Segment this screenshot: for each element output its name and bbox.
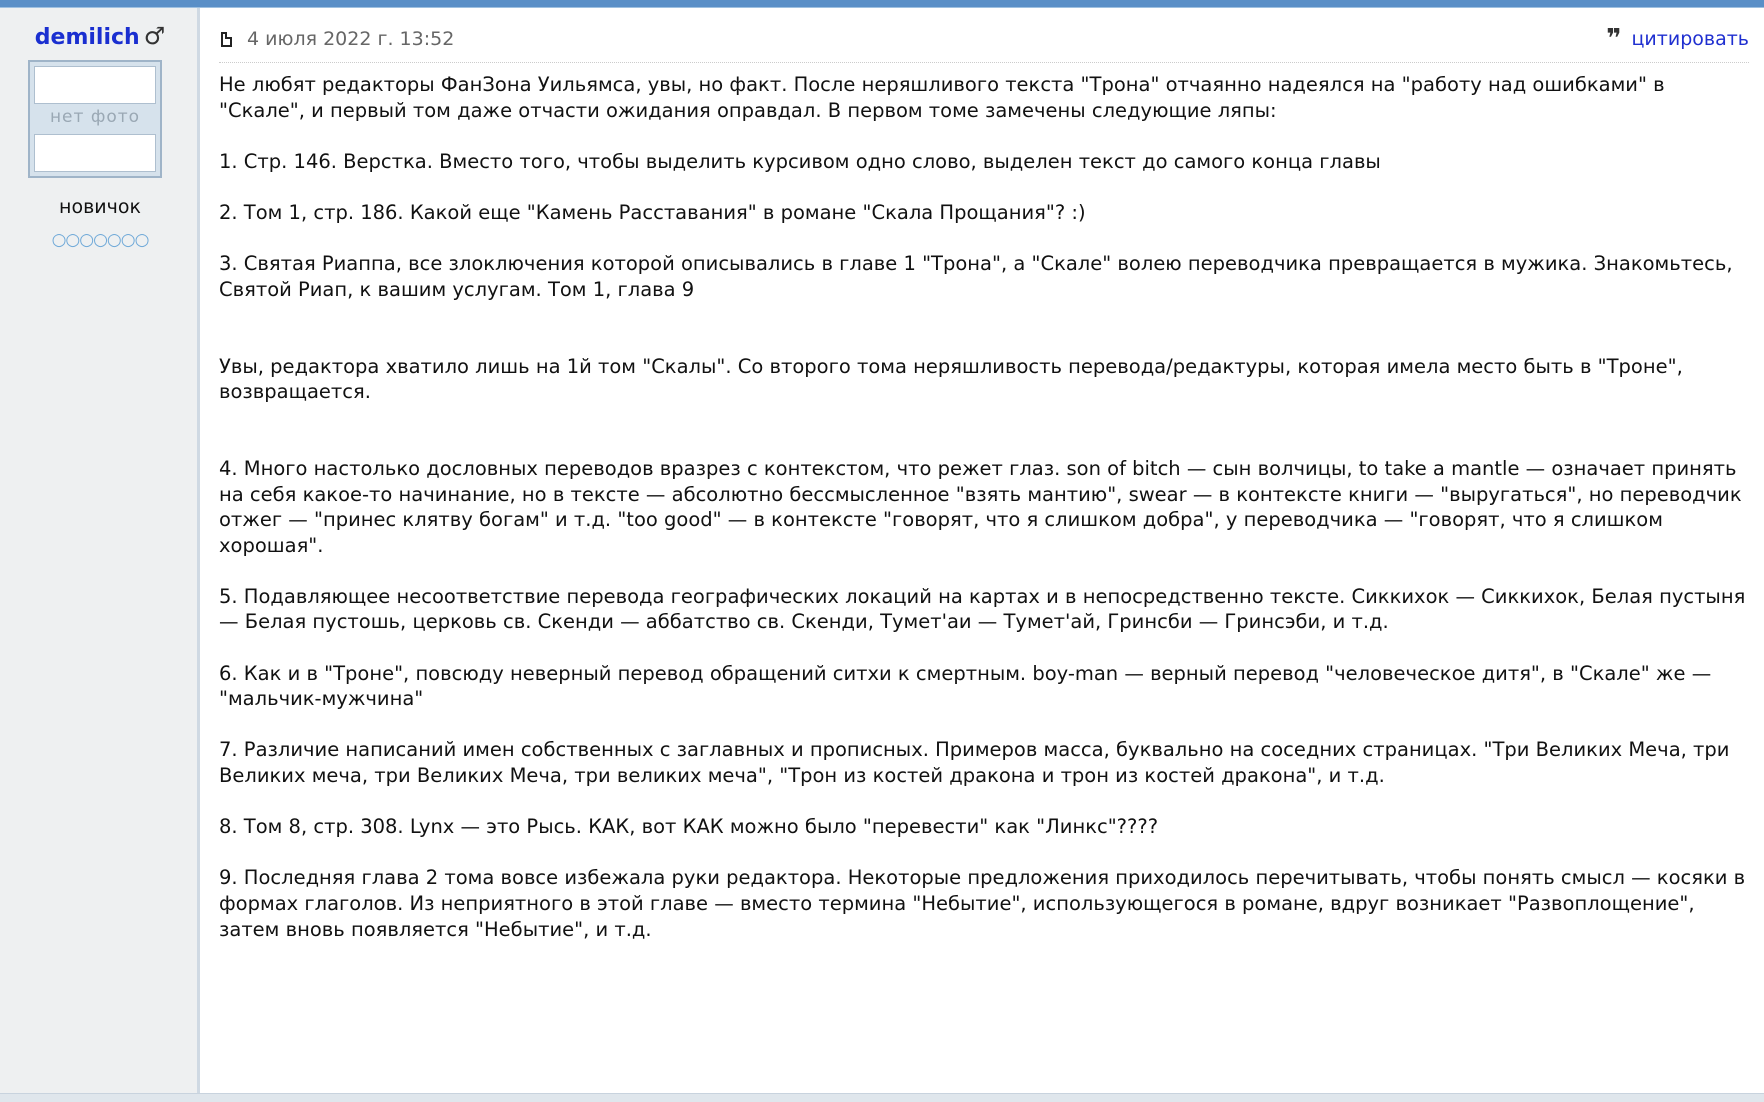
post-paragraph-1: 1. Стр. 146. Верстка. Вместо того, чтобы выделить курсивом одно слово, выделен текст до самого конца главы bbox=[219, 149, 1381, 173]
username-row bbox=[0, 22, 200, 50]
post-paragraph-8: 8. Том 8, стр. 308. Lynx — это Рысь. КАК, вот КАК можно было "перевести" как "Линкс"???? bbox=[219, 815, 1159, 839]
male-gender-icon: ♂ bbox=[143, 22, 166, 50]
rating-dots-icon: ○○○○○○○ bbox=[51, 230, 149, 250]
post-date: 4 июля 2022 г. 13:52 bbox=[247, 28, 455, 50]
post-paragraph-3: 3. Святая Риаппа, все злоключения которой описывались в главе 1 "Трона", а "Скале" волею переводчика превращается в мужика. Знакомьтесь, Святой Риап, к вашим услугам. Том 1, глава 9 bbox=[219, 252, 1733, 301]
avatar bbox=[28, 60, 162, 178]
username-link[interactable]: demilich bbox=[34, 25, 140, 50]
post-paragraph-7: 7. Различие написаний имен собственных с заглавных и прописных. Примеров масса, буквально на соседних страницах. "Три Великих Меча, три Великих меча, три Великих Меча, три великих меча", "Трон из костей дракона и трон из костей дракона", и т.д. bbox=[219, 738, 1730, 788]
user-rank: новичок bbox=[59, 196, 141, 218]
quote-button[interactable] bbox=[1606, 24, 1749, 54]
top-divider bbox=[0, 0, 1764, 8]
user-info-panel bbox=[0, 8, 200, 1093]
post-paragraph-4: 4. Много настолько дословных переводов вразрез с контекстом, что режет глаз. son of bitch — сын волчицы, to take a mantle — означает принять на себя какое-то начинание, но в тексте — абсолютно бессмысленное "взять мантию", swear — в контексте книги — "выругаться", но переводчик отжег — "принес клятву богам" и т.д. "too good" — в контексте "говорят, что я слишком добра", у переводчика — "говорят, что я слишком хорошая". bbox=[219, 456, 1742, 557]
post-paragraph-9: 9. Последняя глава 2 тома вовсе избежала руки редактора. Некоторые предложения приходилось перечитывать, чтобы понять смысл — косяки в формах глаголов. Из неприятного в этой главе — вместо термина "Небытие", использующегося в романе, вдруг возникает "Развоплощение", затем вновь появляется "Небытие", и т.д. bbox=[219, 866, 1746, 941]
post-paragraph-6: 6. Как и в "Троне", повсюду неверный перевод обращений ситхи к смертным. boy-man — верный перевод "человеческое дитя", в "Скале" же — "мальчик-мужчина" bbox=[219, 661, 1712, 711]
avatar-frame-bottom bbox=[34, 134, 156, 172]
post-paragraph-summary: Увы, редактора хватило лишь на 1й том "Скалы". Со второго тома неряшливость перевода/редактуры, которая имела место быть в "Троне", возвращается. bbox=[219, 354, 1683, 404]
post-header bbox=[219, 24, 1749, 63]
post-document-icon[interactable] bbox=[221, 32, 232, 47]
avatar-frame-top bbox=[34, 66, 156, 104]
post-paragraph-intro: Не любят редакторы ФанЗона Уильямса, увы, но факт. После неряшливого текста "Трона" отчаянно надеялся на "работу над ошибками" в "Скале", и первый том даже отчасти ожидания оправдал. В первом томе замечены следующие ляпы: bbox=[219, 73, 1665, 122]
quote-label[interactable]: цитировать bbox=[1631, 28, 1749, 50]
post-paragraph-2: 2. Том 1, стр. 186. Какой еще "Камень Расставания" в романе "Скала Прощания"? :) bbox=[219, 200, 1086, 224]
quote-icon: ❞ bbox=[1606, 24, 1622, 54]
post-panel bbox=[203, 8, 1764, 1093]
avatar-caption: нет фото bbox=[49, 107, 141, 127]
post-paragraph-5: 5. Подавляющее несоответствие перевода географических локаций на картах и в непосредственно тексте. Сиккихок — Сиккихок, Белая пустыня — Белая пустошь, церковь св. Скенди — аббатство св. Скенди, Тумет'аи — Тумет'ай, Гринсби — Гринсэби, и т.д. bbox=[219, 584, 1746, 634]
post-body bbox=[219, 72, 1749, 942]
